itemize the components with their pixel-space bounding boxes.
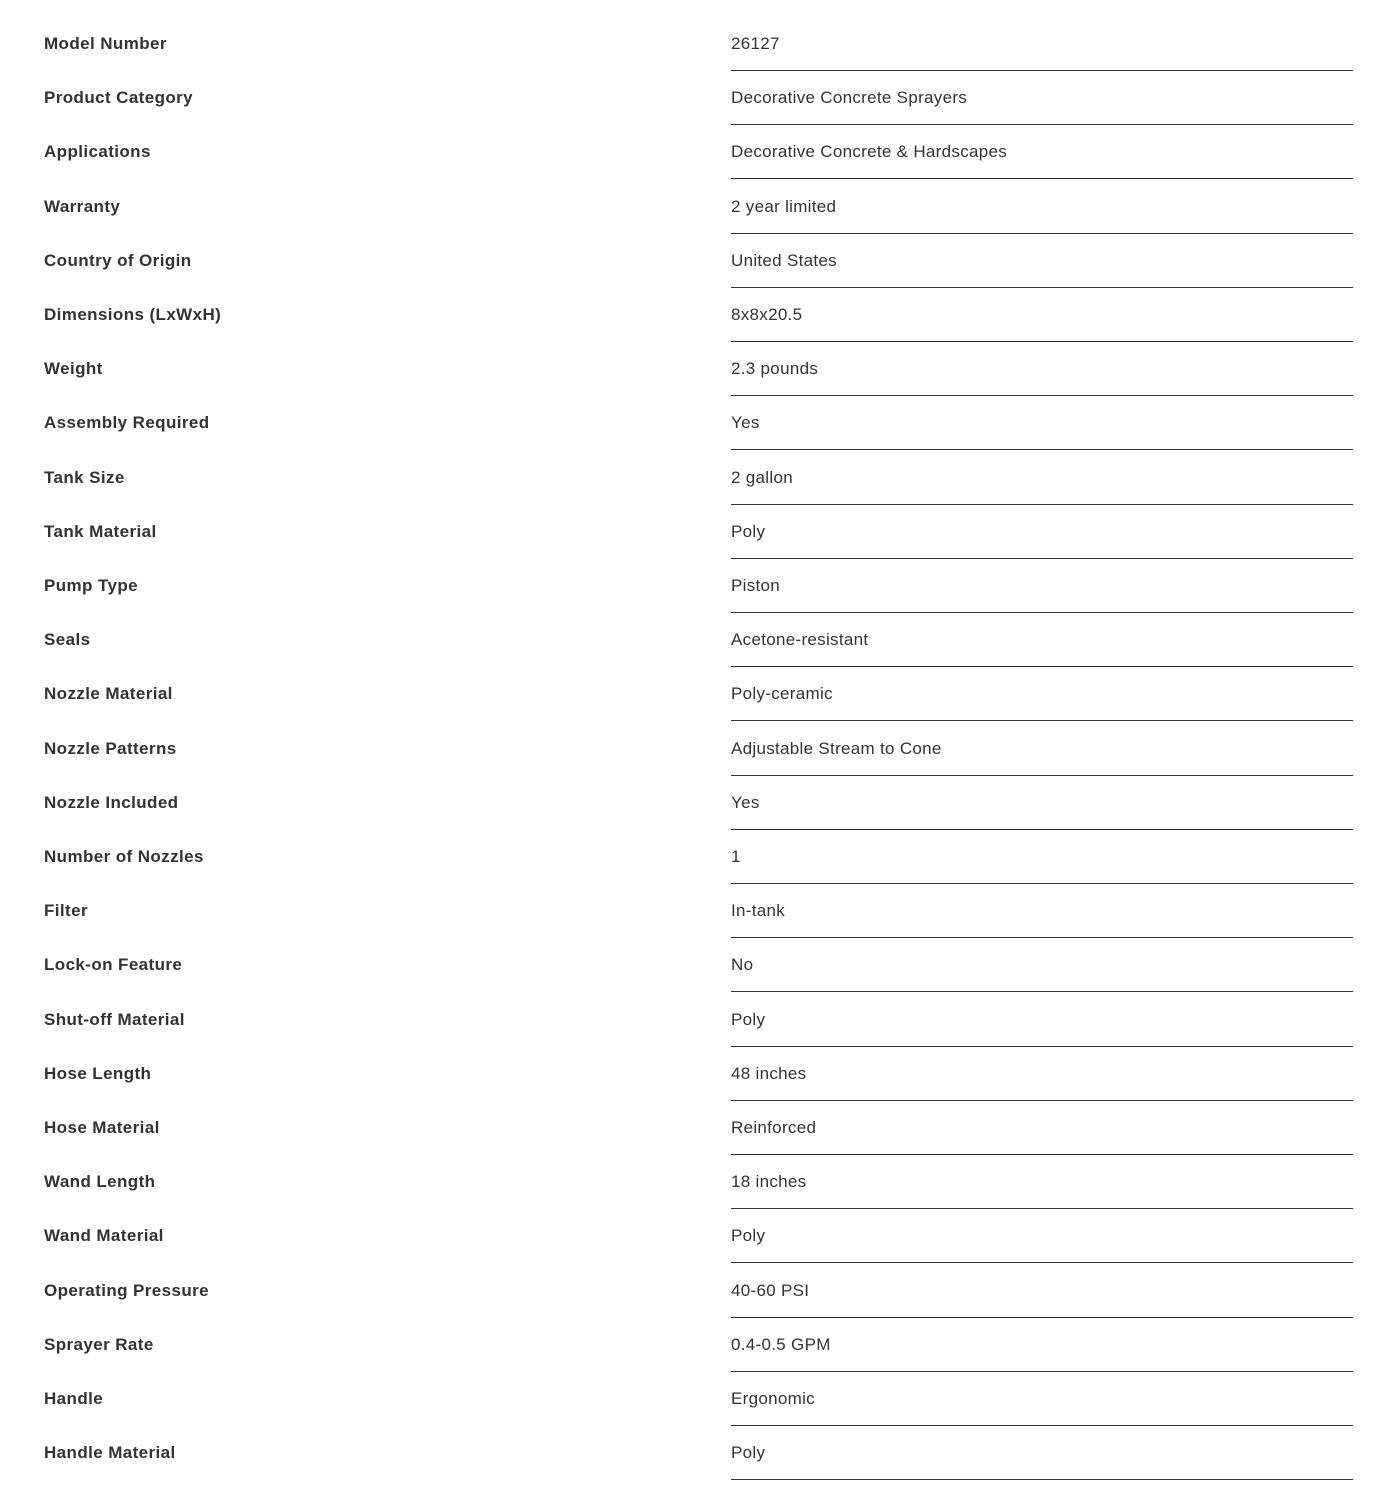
spec-row [0, 613, 1392, 667]
spec-label: Pump Type [44, 576, 138, 595]
spec-label: Hose Material [44, 1118, 160, 1137]
spec-label: Nozzle Patterns [44, 738, 177, 758]
spec-row [0, 1372, 1392, 1426]
spec-value: 1 [731, 847, 741, 866]
spec-row [0, 938, 1392, 992]
spec-row [0, 451, 1392, 505]
spec-label: Wand Material [44, 1226, 164, 1246]
spec-row [0, 125, 1392, 179]
spec-row [0, 342, 1392, 396]
spec-value: Piston [731, 576, 781, 595]
spec-value: 0.4-0.5 GPM [731, 1334, 831, 1354]
spec-row [0, 1047, 1392, 1101]
spec-row [0, 1209, 1392, 1263]
spec-value: 2 gallon [731, 467, 793, 487]
spec-row [0, 1264, 1392, 1318]
spec-value: 18 inches [731, 1172, 807, 1192]
spec-label: Product Category [44, 88, 194, 108]
spec-value: Yes [731, 413, 760, 433]
spec-row [0, 1155, 1392, 1209]
spec-value: Poly [731, 1226, 766, 1246]
spec-value: In-tank [731, 901, 786, 921]
spec-label: Shut-off Material [44, 1009, 185, 1029]
spec-label: Tank Material [44, 521, 157, 541]
spec-label: Operating Pressure [44, 1280, 209, 1300]
spec-value: 48 inches [731, 1063, 807, 1083]
spec-row [0, 288, 1392, 342]
spec-row [0, 396, 1392, 450]
spec-label: Model Number [44, 34, 167, 53]
spec-value: No [731, 955, 754, 975]
spec-value: Reinforced [731, 1118, 817, 1137]
spec-row [0, 776, 1392, 830]
spec-value: 2 year limited [731, 196, 837, 216]
spec-label: Weight [44, 359, 103, 379]
spec-value: Decorative Concrete & Hardscapes [731, 142, 1008, 162]
spec-value: Poly [731, 1443, 766, 1463]
spec-label: Hose Length [44, 1063, 152, 1083]
spec-row [0, 884, 1392, 938]
spec-value: Poly [731, 1009, 766, 1029]
spec-value: United States [731, 250, 837, 270]
spec-label: Handle Material [44, 1443, 176, 1463]
row-divider [731, 1479, 1353, 1480]
spec-value: Poly [731, 521, 766, 541]
spec-value: 2.3 pounds [731, 359, 819, 379]
spec-label: Nozzle Material [44, 684, 173, 704]
spec-label: Warranty [44, 196, 121, 216]
spec-value: Yes [731, 792, 760, 812]
spec-label: Seals [44, 630, 91, 650]
spec-row [0, 559, 1392, 613]
spec-row [0, 1101, 1392, 1155]
spec-value: 40-60 PSI [731, 1280, 810, 1300]
spec-label: Handle [44, 1389, 104, 1408]
spec-label: Filter [44, 901, 88, 921]
spec-row [0, 722, 1392, 776]
spec-row [0, 71, 1392, 125]
spec-row [0, 17, 1392, 71]
spec-row [0, 830, 1392, 884]
spec-row [0, 667, 1392, 721]
spec-row [0, 234, 1392, 288]
spec-label: Sprayer Rate [44, 1334, 154, 1354]
spec-label: Nozzle Included [44, 792, 179, 812]
spec-value: 8x8x20.5 [731, 305, 803, 324]
spec-label: Country of Origin [44, 250, 192, 270]
spec-label: Dimensions (LxWxH) [44, 305, 222, 324]
spec-label: Tank Size [44, 467, 125, 487]
spec-value: Adjustable Stream to Cone [731, 738, 942, 758]
spec-value: Acetone-resistant [731, 630, 869, 650]
spec-row [0, 180, 1392, 234]
spec-row [0, 1318, 1392, 1372]
spec-label: Number of Nozzles [44, 847, 204, 866]
spec-row [0, 993, 1392, 1047]
spec-row [0, 505, 1392, 559]
spec-value: Ergonomic [731, 1389, 815, 1408]
spec-label: Assembly Required [44, 413, 210, 433]
spec-label: Applications [44, 142, 151, 162]
spec-value: Decorative Concrete Sprayers [731, 88, 968, 108]
spec-value: 26127 [731, 34, 780, 53]
spec-label: Wand Length [44, 1172, 156, 1192]
spec-label: Lock-on Feature [44, 955, 183, 975]
spec-value: Poly-ceramic [731, 684, 833, 704]
spec-row [0, 1426, 1392, 1480]
